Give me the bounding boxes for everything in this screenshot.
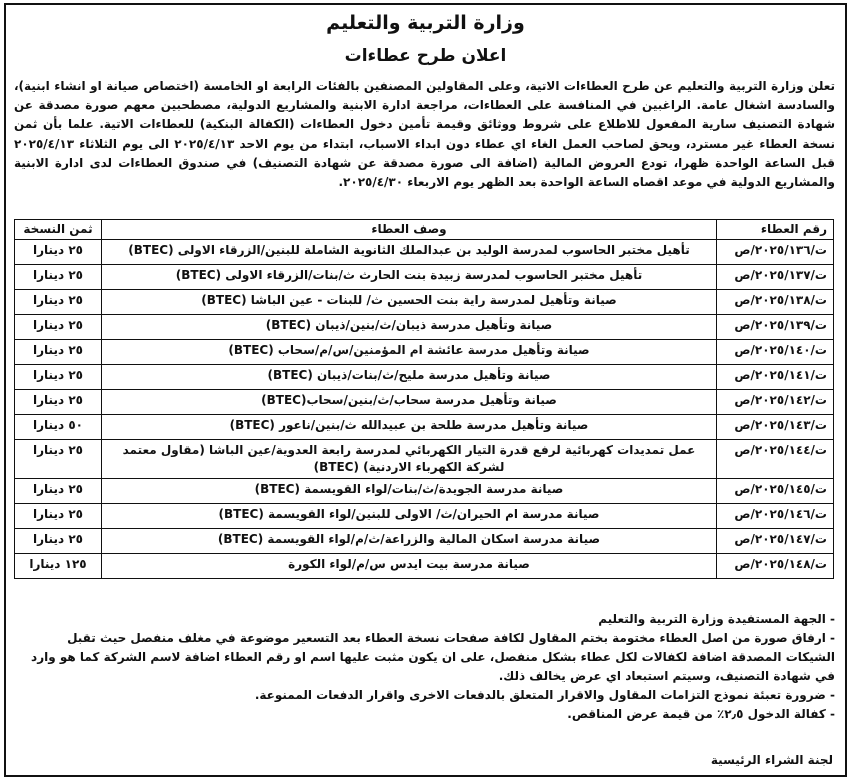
tender-number: ت/٢٠٢٥/١٣٨/ص [717,290,834,315]
tender-price: ٢٥ دينارا [15,340,102,365]
tender-price: ٢٥ دينارا [15,390,102,415]
tender-price: ٢٥ دينارا [15,440,102,479]
tender-number: ت/٢٠٢٥/١٤٢/ص [717,390,834,415]
tender-number: ت/٢٠٢٥/١٤٨/ص [717,554,834,579]
intro-paragraph: تعلن وزارة التربية والتعليم عن طرح العطاءات الاتية، وعلى المقاولين المصنفين بالفئات الرابعة او الخامسة (اختصاص صيانة او انشاء ابنية)، والسادسة اشغال عامة. الراغبين في المنافسة على العطاءات، مراجعة ادارة الابنية والمشاريع الدولية، مصطحبين معهم صورة مصدقة عن شهادة التصنيف سارية المفعول للاطلاع على شروط ووثائق وقيمة تأمين دخول العطاءات (الكفالة البنكية) للعطاءات الاتية. علما بأن ثمن نسخة العطاء غير مسترد، ويحق لصاحب العمل الغاء اي عطاء دون ابداء الاسباب، ابتداء من يوم الاحد ٢٠٢٥/٤/١٣ الى يوم الثلاثاء ٢٠٢٥/٤/١٣ قبل الساعة الواحدة ظهرا، تودع العروض المالية (اضافة الى صورة مصدقة عن شهادة التصنيف) في صندوق العطاءات لدى ادارة الابنية والمشاريع الدولية في موعد اقصاه الساعة الواحدة بعد الظهر يوم الاربعاء ٢٠٢٥/٤/٣٠. [14,79,835,190]
tender-number: ت/٢٠٢٥/١٤١/ص [717,365,834,390]
table-row [15,440,834,479]
table-row [15,504,834,529]
tender-description: تأهيل مختبر الحاسوب لمدرسة الوليد بن عبدالملك الثانوية الشاملة للبنين/الزرقاء الاولى (BTEC) [102,240,717,265]
table-row [15,265,834,290]
tender-description: صيانة مدرسة اسكان المالية والزراعة/ث/م/لواء القويسمة (BTEC) [102,529,717,554]
tender-price: ٢٥ دينارا [15,479,102,504]
note-beneficiary: - الجهة المستفيدة وزارة التربية والتعليم [598,612,835,626]
note-guarantee: - كفالة الدخول ٢٫٥٪ من قيمة عرض المناقص. [567,707,835,721]
table-row [15,554,834,579]
table-row [15,365,834,390]
tender-price: ٢٥ دينارا [15,290,102,315]
table-header-row [15,220,834,240]
tenders-table [14,219,834,579]
tender-price: ١٢٥ دينارا [15,554,102,579]
tender-number: ت/٢٠٢٥/١٤٦/ص [717,504,834,529]
tender-price: ٢٥ دينارا [15,240,102,265]
tender-description: صيانة وتأهيل لمدرسة راية بنت الحسين ث/ للبنات - عين الباشا (BTEC) [102,290,717,315]
notes-section [14,610,835,724]
table-row [15,479,834,504]
tender-price: ٢٥ دينارا [15,529,102,554]
table-body [15,240,834,579]
tender-number: ت/٢٠٢٥/١٣٦/ص [717,240,834,265]
tender-description: عمل تمديدات كهربائية لرفع قدرة التيار الكهربائي لمدرسة رابعة العدوية/عين الباشا (مقاول معتمد لشركة الكهرباء الاردنية) (BTEC) [102,440,717,479]
tender-description: تأهيل مختبر الحاسوب لمدرسة زبيدة بنت الحارث ث/بنات/الزرقاء الاولى (BTEC) [102,265,717,290]
tender-description: صيانة وتأهيل مدرسة مليح/ث/بنات/ذيبان (BTEC) [102,365,717,390]
tender-description: صيانة وتأهيل مدرسة سحاب/ث/بنين/سحاب(BTEC) [102,390,717,415]
tender-price: ٢٥ دينارا [15,315,102,340]
table-row [15,290,834,315]
note-attachment: - ارفاق صورة من اصل العطاء مختومة بختم المقاول لكافة صفحات نسخة العطاء بعد التسعير موضوعة في مغلف منفصل حيث تقبل الشيكات المصدقة اضافة لكفالات لكل عطاء بشكل منفصل، على ان يكون مثبت عليها اسم او رقم العطاء اضافة لاسم الشركة كما هو وارد في شهادة التصنيف، وسيتم استبعاد اي عرض يخالف ذلك. [31,631,835,683]
tender-price: ٥٠ دينارا [15,415,102,440]
tender-number: ت/٢٠٢٥/١٣٩/ص [717,315,834,340]
tender-description: صيانة وتأهيل مدرسة ذيبان/ث/بنين/ذيبان (BTEC) [102,315,717,340]
tender-price: ٢٥ دينارا [15,504,102,529]
table-row [15,415,834,440]
table-row [15,529,834,554]
table-row [15,340,834,365]
tender-description: صيانة وتأهيل مدرسة طلحة بن عبيدالله ث/بنين/ناعور (BTEC) [102,415,717,440]
tender-number: ت/٢٠٢٥/١٤٠/ص [717,340,834,365]
tender-number: ت/٢٠٢٥/١٤٣/ص [717,415,834,440]
note-form: - ضرورة تعبئة نموذج التزامات المقاول والاقرار المتعلق بالدفعات الاخرى واقرار الدفعات الممنوعة. [254,688,835,702]
header-price: ثمن النسخة [15,220,102,240]
tender-announcement [4,3,847,777]
tender-number: ت/٢٠٢٥/١٤٤/ص [717,440,834,479]
announcement-title: اعلان طرح عطاءات [344,46,507,66]
tender-description: صيانة مدرسة ام الحيران/ث/ الاولى للبنين/لواء القويسمة (BTEC) [102,504,717,529]
header-description: وصف العطاء [102,220,717,240]
tender-number: ت/٢٠٢٥/١٣٧/ص [717,265,834,290]
tender-number: ت/٢٠٢٥/١٤٧/ص [717,529,834,554]
signature: لجنة الشراء الرئيسية [710,753,833,767]
header-number: رقم العطاء [717,220,834,240]
tender-number: ت/٢٠٢٥/١٤٥/ص [717,479,834,504]
tender-description: صيانة مدرسة بيت ايدس س/م/لواء الكورة [102,554,717,579]
tender-description: صيانة مدرسة الجويدة/ث/بنات/لواء القويسمة (BTEC) [102,479,717,504]
ministry-title: وزارة التربية والتعليم [326,12,525,34]
tender-price: ٢٥ دينارا [15,365,102,390]
table-row [15,240,834,265]
table-row [15,315,834,340]
table-row [15,390,834,415]
tender-description: صيانة وتأهيل مدرسة عائشة ام المؤمنين/س/م/سحاب (BTEC) [102,340,717,365]
tender-price: ٢٥ دينارا [15,265,102,290]
